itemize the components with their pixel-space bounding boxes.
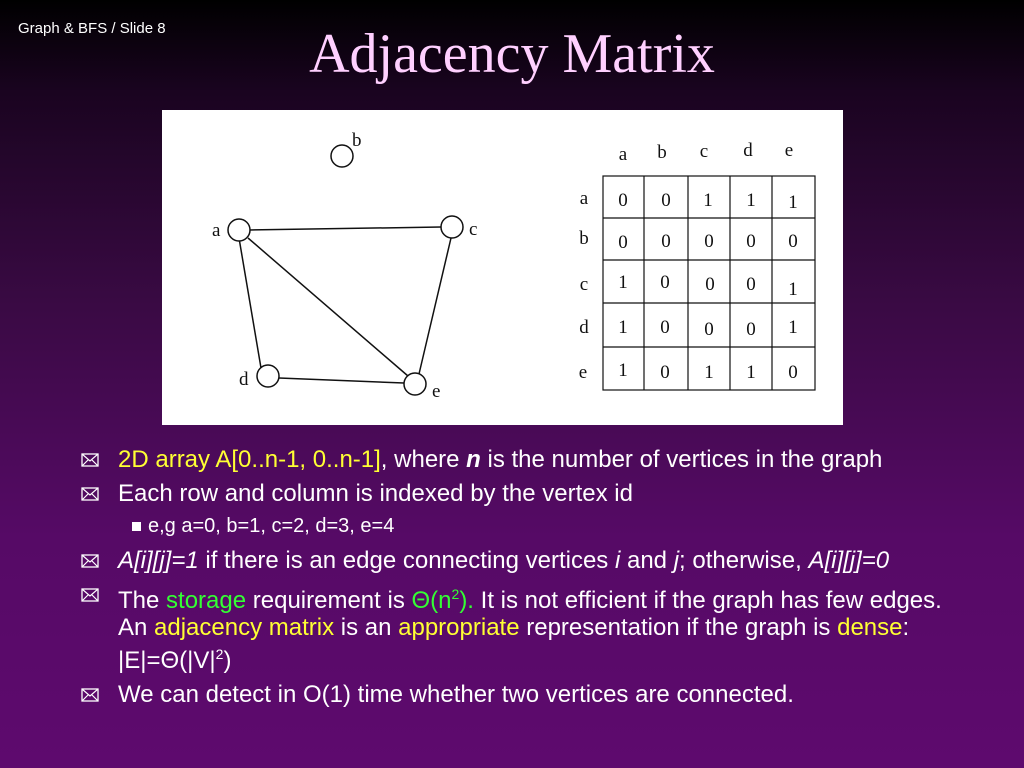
matrix-col-header: c xyxy=(699,141,709,162)
matrix-row-header: b xyxy=(579,228,589,249)
sub-bullet-item: e,g a=0, b=1, c=2, d=3, e=4 xyxy=(80,514,960,538)
matrix-col-header: e xyxy=(784,140,794,161)
matrix-cell: 1 xyxy=(746,190,756,211)
envelope-bullet-icon xyxy=(80,551,100,571)
bullet-item: 2D array A[0..n-1, 0..n-1], where n is the number of vertices in the graph xyxy=(80,446,960,473)
bullet-item: We can detect in O(1) time whether two vertices are connected. xyxy=(80,681,960,708)
matrix-cell: 1 xyxy=(618,272,628,293)
matrix-row-header: e xyxy=(578,362,588,383)
matrix-cell: 0 xyxy=(660,272,670,293)
figure-svg xyxy=(162,110,843,425)
matrix-cell: 1 xyxy=(618,317,628,338)
matrix-row-header: a xyxy=(579,188,589,209)
matrix-col-header: d xyxy=(743,140,753,161)
matrix-cell: 1 xyxy=(788,317,798,338)
bullet-item: The storage requirement is $\Theta(n^2)$. It is not efficient if the graph has few edges. An adjacency matrix is an appropriate representation if the graph is dense: $|E|=\Theta(|V|^2)$ xyxy=(80,581,960,674)
matrix-cell: 0 xyxy=(704,231,714,252)
matrix-cell: 0 xyxy=(746,274,756,295)
vertex-label-a: a xyxy=(212,220,221,241)
slide-title: Adjacency Matrix xyxy=(309,23,715,85)
bullet-list xyxy=(80,446,960,715)
matrix-cell: 1 xyxy=(703,190,713,211)
vertex-label-c: c xyxy=(469,219,478,240)
vertex-c xyxy=(441,216,463,238)
matrix-cell: 0 xyxy=(618,190,628,211)
matrix-cell: 1 xyxy=(618,360,628,381)
matrix-col-header: b xyxy=(657,142,667,163)
matrix-cell: 0 xyxy=(746,319,756,340)
matrix-cell: 1 xyxy=(746,362,756,383)
adjacency-figure xyxy=(162,110,843,425)
matrix-cell: 0 xyxy=(660,362,670,383)
envelope-bullet-icon xyxy=(80,484,100,504)
matrix-cell: 0 xyxy=(704,319,714,340)
vertex-b xyxy=(331,145,353,167)
vertex-e xyxy=(404,373,426,395)
matrix-cell: 1 xyxy=(788,279,798,300)
slide-label: Graph & BFS / Slide 8 xyxy=(18,20,166,37)
square-bullet-icon xyxy=(132,522,141,531)
matrix-row-header: d xyxy=(579,317,589,338)
matrix-cell: 0 xyxy=(661,190,671,211)
edge-a-d xyxy=(239,238,261,368)
matrix-row-header: c xyxy=(579,274,589,295)
envelope-bullet-icon xyxy=(80,685,100,705)
edge-c-e xyxy=(419,238,451,374)
vertex-d xyxy=(257,365,279,387)
matrix-cell: 0 xyxy=(660,317,670,338)
matrix-cell: 1 xyxy=(704,362,714,383)
envelope-bullet-icon xyxy=(80,450,100,470)
vertex-label-d: d xyxy=(239,369,249,390)
matrix-cell: 0 xyxy=(788,231,798,252)
edge-a-c xyxy=(250,227,441,230)
matrix-cell: 0 xyxy=(788,362,798,383)
matrix-cell: 0 xyxy=(705,274,715,295)
matrix-cell: 1 xyxy=(788,192,798,213)
bullet-item: Each row and column is indexed by the vertex id xyxy=(80,480,960,507)
vertex-label-b: b xyxy=(352,130,362,151)
n-variable: n xyxy=(466,446,481,473)
array-definition: 2D array A[0..n-1, 0..n-1] xyxy=(118,446,381,473)
edge-d-e xyxy=(279,378,404,383)
envelope-bullet-icon xyxy=(80,585,100,605)
vertex-label-e: e xyxy=(432,381,441,402)
matrix-col-header: a xyxy=(618,144,628,165)
edge-a-e xyxy=(248,238,408,376)
matrix-cell: 0 xyxy=(618,232,628,253)
matrix-cell: 0 xyxy=(746,231,756,252)
vertex-a xyxy=(228,219,250,241)
matrix-cell: 0 xyxy=(661,231,671,252)
bullet-item: A[i][j]=1 if there is an edge connecting vertices i and j; otherwise, A[i][j]=0 xyxy=(80,547,960,574)
